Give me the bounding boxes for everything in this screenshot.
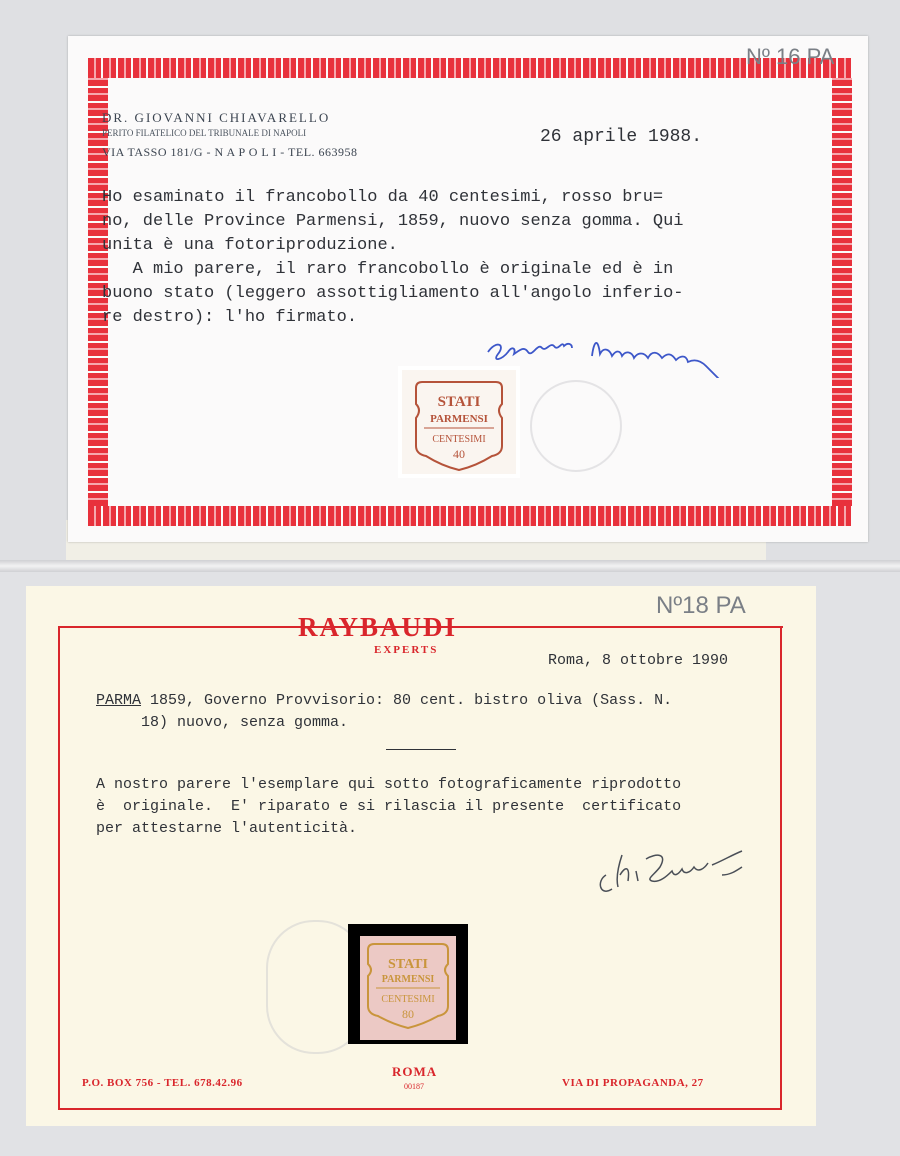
- stamp-text-centesimi: CENTESIMI: [432, 434, 486, 445]
- stamp-text-parmensi: PARMENSI: [430, 413, 488, 425]
- signature-chiavarello: [482, 328, 772, 378]
- stamp-photo-40: [398, 366, 520, 478]
- expert-role: PERITO FILATELICO DEL TRIBUNALE DI NAPOLI: [102, 128, 307, 138]
- signature-raybaudi: [592, 845, 772, 905]
- description-line1: 1859, Governo Provvisorio: 80 cent. bistro oliva (Sass. N.: [141, 692, 673, 709]
- footer-po-box: P.O. BOX 756 - TEL. 678.42.96: [82, 1077, 243, 1089]
- expert-address: VIA TASSO 181/G - N A P O L I - TEL. 663958: [102, 145, 358, 159]
- notation-handwritten: Nº 16 PA: [746, 44, 835, 69]
- certificate-body: Ho esaminato il francobollo da 40 centesimi, rosso bru= no, delle Province Parmensi, 1859, nuovo senza gomma. Qui unita è una fotoriproduzione. A mio parere, il raro francobollo è originale ed è in buono stato (leggero assottigliamento all'angolo inferio- re destro): l'ho firmato.: [102, 188, 684, 327]
- stamp-photo-80: [348, 924, 468, 1044]
- footer-city: ROMA: [392, 1064, 438, 1079]
- stamp-value-2: 80: [402, 1007, 414, 1021]
- title-rule-left: [58, 626, 301, 628]
- stamp-description: [96, 690, 672, 734]
- certificate-date-2: Roma, 8 ottobre 1990: [548, 652, 729, 669]
- expert-name: DR. GIOVANNI CHIAVARELLO: [102, 110, 331, 125]
- stamp-text-centesimi-2: CENTESIMI: [381, 994, 435, 1005]
- title-rule-right: [523, 626, 783, 628]
- footer-address: VIA DI PROPAGANDA, 27: [562, 1077, 704, 1089]
- raybaudi-title: RAYBAUDI: [298, 612, 458, 642]
- embossed-seal: [530, 380, 622, 472]
- certificate-opinion: A nostro parere l'esemplare qui sotto fotograficamente riprodotto è originale. E' riparato e si rilascia il presente certificato per attestarne l'autenticità.: [96, 776, 682, 837]
- notation-handwritten-2: Nº18 PA: [656, 592, 746, 619]
- stamp-text-parmensi-2: PARMENSI: [381, 974, 435, 985]
- parma-label: PARMA: [96, 692, 142, 709]
- raybaudi-subtitle: EXPERTS: [374, 644, 439, 656]
- stamp-value: 40: [453, 447, 465, 461]
- album-divider: [0, 560, 900, 572]
- stamp-text-stati-2: STATI: [388, 957, 428, 972]
- stamp-text-stati: STATI: [437, 394, 481, 410]
- description-line2: 18) nuovo, senza gomma.: [96, 714, 349, 731]
- certificate-date: 26 aprile 1988.: [540, 127, 703, 147]
- footer-postcode: 00187: [404, 1082, 424, 1091]
- separator-line: [386, 749, 456, 750]
